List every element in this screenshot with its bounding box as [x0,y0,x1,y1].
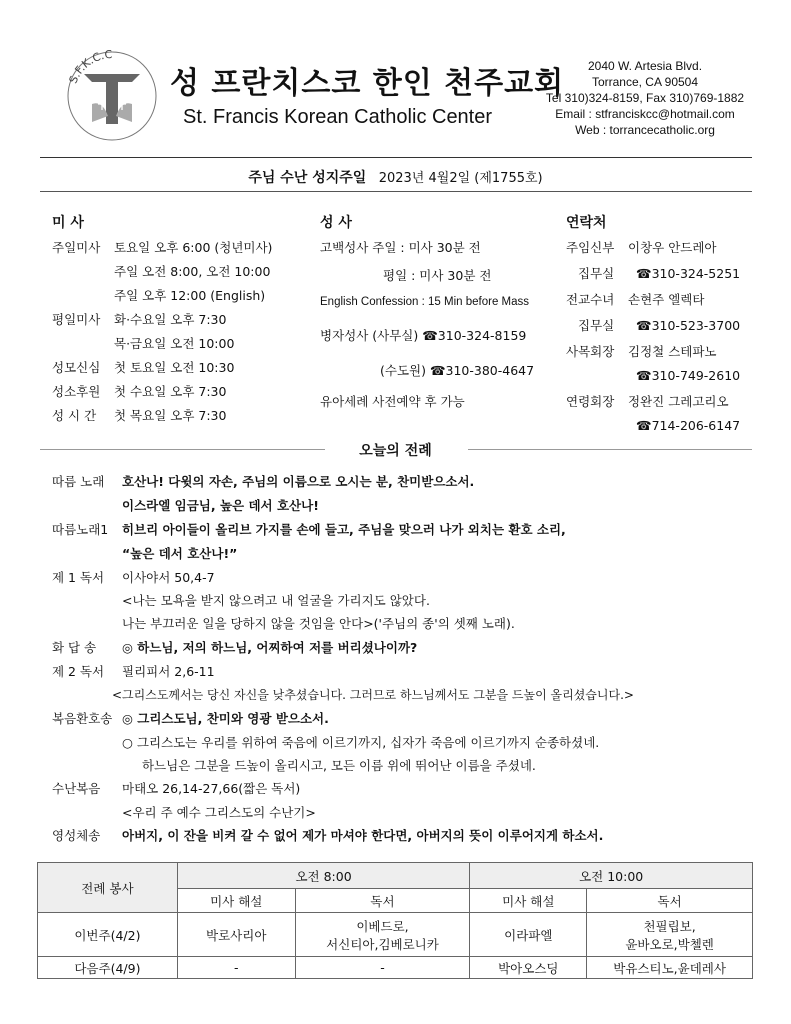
divider [468,449,752,450]
table-header-cell: 오전 10:00 [470,863,753,889]
mass-row: 주일 오후 12:00 (English) [114,288,266,303]
liturgy-line: 영성체송 아버지, 이 잔을 비켜 갈 수 없어 제가 마셔야 한다면, 아버지의 뜻이 이루어지게 하소서. [52,828,604,843]
liturgy-line: <나는 모욕을 받지 않으려고 내 얼굴을 가리지도 않았다. [122,593,430,608]
liturgy-line: <우리 주 예수 그리스도의 수난기> [122,805,316,820]
contact-row: 연령회장 정완진 그레고리오 [566,394,729,409]
sacrament-row: (수도원) ☎310-380-4647 [380,363,535,378]
address-line: Torrance, CA 90504 [591,75,699,89]
web-line: Web : torrancecatholic.org [575,123,715,137]
sacrament-row: 고백성사 주일 : 미사 30분 전 [320,240,481,255]
table-header-cell: 오전 8:00 [177,863,470,889]
address-line: 2040 W. Artesia Blvd. [587,59,703,73]
table-row [38,957,753,979]
contact-address [520,58,770,138]
mass-row: 성 시 간 첫 목요일 오후 7:30 [52,408,227,423]
contact-row: ☎310-749-2610 [636,368,741,383]
sacrament-row: 유아세례 사전예약 후 가능 [320,394,465,409]
table-row [38,913,753,957]
liturgy-line: 복음환호송 ◎ 그리스도님, 찬미와 영광 받으소서. [52,711,329,726]
liturgy-line: 제 2 독서 필리피서 2,6-11 [52,664,215,679]
contact-row: 집무실 ☎310-523-3700 [578,318,741,333]
logo-text: S.F.K.C.C [66,47,113,86]
table-header-cell: 전례 봉사 [38,863,178,913]
table-cell: 이번주(4/2) [38,913,178,957]
table-cell: 천필립보, 윤바오로,박첼렌 [587,913,753,957]
liturgy-title: 오늘의 전례 [359,443,432,459]
liturgy-line: 하느님은 그분을 드높이 올리시고, 모든 이름 위에 뛰어난 이름을 주셨네. [142,758,536,773]
sacrament-row: 병자성사 (사무실) ☎310-324-8159 [320,328,527,343]
divider [40,157,752,158]
liturgy-service-table [37,862,753,979]
contact-row: 사목회장 김정철 스테파노 [566,344,717,359]
table-cell: 박로사리아 [177,913,295,957]
email-line: Email : stfranciskcc@hotmail.com [555,107,735,121]
church-title-english: St. Francis Korean Catholic Center [183,106,493,128]
mass-row: 성모신심 첫 토요일 오전 10:30 [52,360,235,375]
sacraments-heading: 성 사 [320,215,352,231]
liturgy-line: 제 1 독서 이사야서 50,4-7 [52,570,215,585]
parish-logo [62,44,162,144]
liturgy-line: 나는 부끄러운 일을 당하지 않을 것임을 안다>('주님의 종'의 셋째 노래). [122,616,515,631]
liturgy-line: 이스라엘 임금님, 높은 데서 호산나! [122,498,319,513]
church-title-korean: 성 프란치스코 한인 천주교회 [170,66,565,101]
contact-row: 전교수녀 손현주 엘렉타 [566,292,705,307]
table-cell: - [295,957,470,979]
bulletin-date: 2023년 4월2일 (제1755호) [378,171,543,186]
contact-row: 주임신부 이창우 안드레아 [566,240,717,255]
mass-row: 주일 오전 8:00, 오전 10:00 [114,264,271,279]
table-cell: 이라파엘 [470,913,587,957]
contact-row: 집무실 ☎310-324-5251 [578,266,741,281]
table-cell: 이베드로, 서신티아,김베로니카 [295,913,470,957]
liturgy-line: 따름 노래 호산나! 다윗의 자손, 주님의 이름으로 오시는 분, 찬미받으소서. [52,474,475,489]
mass-row: 평일미사 화·수요일 오후 7:30 [52,312,227,327]
mass-heading: 미 사 [52,215,84,231]
sacrament-row: 평일 : 미사 30분 전 [383,268,492,283]
phone-line: Tel 310)324-8159, Fax 310)769-1882 [545,91,745,105]
table-header-cell: 미사 해설 [470,889,587,913]
liturgy-line: 따름노래1 히브리 아이들이 올리브 가지를 손에 들고, 주님을 맞으러 나가 외치는 환호 소리, [52,522,566,537]
sacrament-row: English Confession : 15 Min before Mass [320,296,530,308]
sunday-name: 주님 수난 성지주일 [248,170,367,186]
table-header-cell: 독서 [295,889,470,913]
liturgy-line: <그리스도께서는 당신 자신을 낮추셨습니다. 그러므로 하느님께서도 그분을 드높이 올리셨습니다.> [112,688,634,702]
table-header-cell: 독서 [587,889,753,913]
table-header-cell: 미사 해설 [177,889,295,913]
divider [40,191,752,192]
table-cell: 다음주(4/9) [38,957,178,979]
mass-row: 목·금요일 오전 10:00 [114,336,235,351]
liturgy-line: “높은 데서 호산나!” [122,546,238,561]
contacts-heading: 연락처 [566,215,607,231]
table-cell: 박유스티노,윤데레사 [587,957,753,979]
liturgy-line: 수난복음 마태오 26,14-27,66(짧은 독서) [52,781,301,796]
mass-row: 주일미사 토요일 오후 6:00 (청년미사) [52,240,273,255]
liturgy-line: ○ 그리스도는 우리를 위하여 죽음에 이르기까지, 십자가 죽음에 이르기까지 순종하셨네. [122,735,600,750]
bulletin-subtitle [0,167,791,187]
liturgy-line: 화 답 송 ◎ 하느님, 저의 하느님, 어찌하여 저를 버리셨나이까? [52,640,418,655]
table-cell: - [177,957,295,979]
table-cell: 박아오스딩 [470,957,587,979]
mass-row: 성소후원 첫 수요일 오후 7:30 [52,384,227,399]
contact-row: ☎714-206-6147 [636,418,741,433]
